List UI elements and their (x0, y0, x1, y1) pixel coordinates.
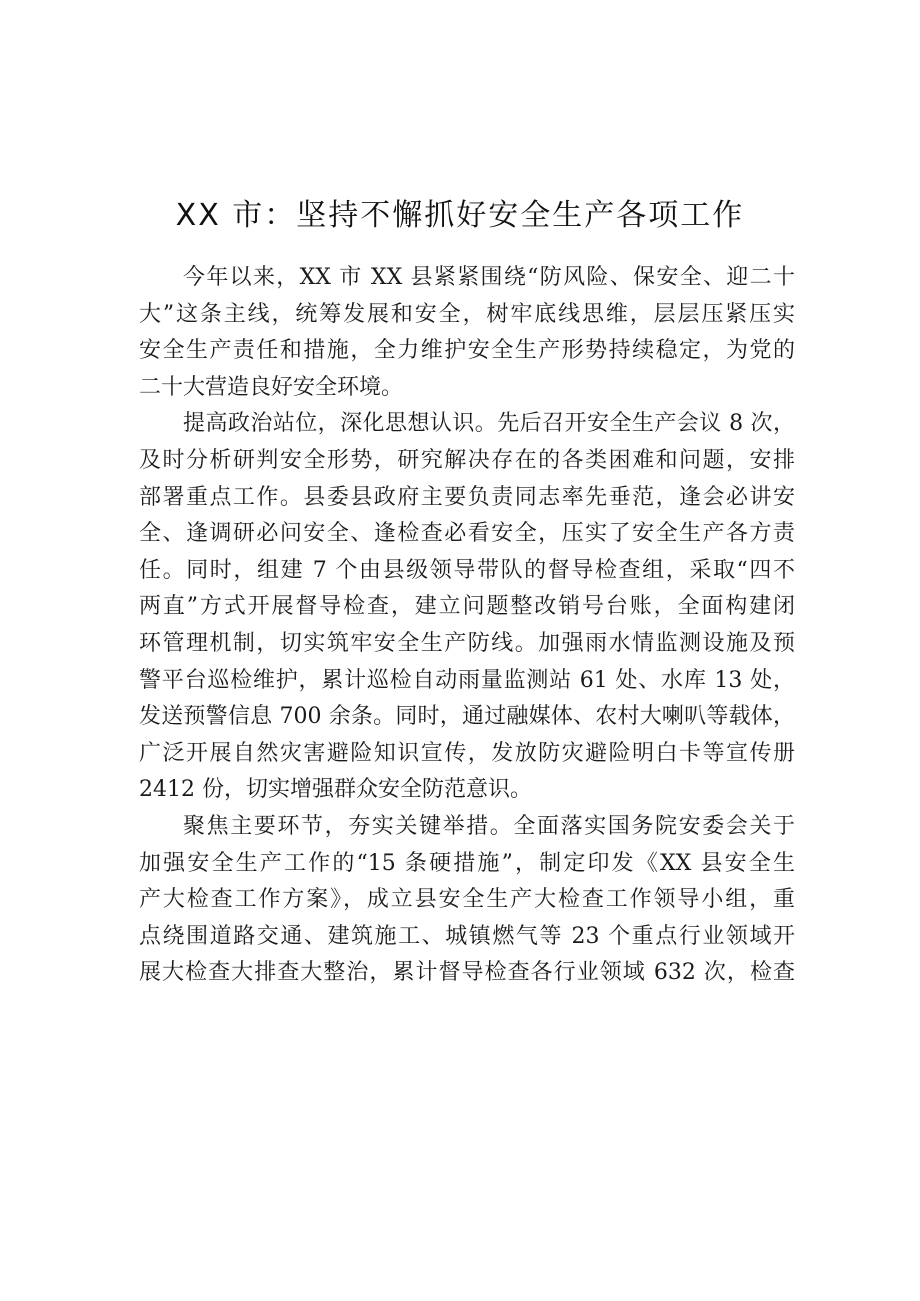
paragraph-2-line-1: 提高政治站位，深化思想认识。先后召开安全生产会议 8 次， (183, 411, 795, 437)
paragraph-2-line-3: 部署重点工作。县委县政府主要负责同志率先垂范，逢会必讲安 (139, 484, 795, 510)
paragraph-2-line-5: 任。同时，组建 7 个由县级领导带队的督导检查组，采取“四不 (139, 557, 795, 583)
paragraph-1-line-4: 二十大营造良好安全环境。 (139, 374, 404, 400)
paragraph-1-line-3: 安全生产责任和措施，全力维护安全生产形势持续稳定，为党的 (139, 338, 795, 364)
paragraph-2-line-10: 广泛开展自然灾害避险知识宣传，发放防灾避险明白卡等宣传册 (139, 740, 795, 766)
paragraph-3-line-2: 加强安全生产工作的“15 条硬措施”，制定印发《XX 县安全生 (139, 850, 795, 876)
paragraph-3-line-4: 点绕围道路交通、建筑施工、城镇燃气等 23 个重点行业领域开 (139, 923, 795, 949)
paragraph-1-line-1: 今年以来，XX 市 XX 县紧紧围绕“防风险、保安全、迎二十 (183, 265, 795, 290)
paragraph-2-line-6: 两直”方式开展督导检查，建立问题整改销号台账，全面构建闭 (139, 594, 795, 620)
paragraph-3-line-3: 产大检查工作方案》，成立县安全生产大检查工作领导小组，重 (139, 887, 795, 913)
paragraph-3-line-1: 聚焦主要环节，夯实关键举措。全面落实国务院安委会关于 (183, 813, 795, 839)
paragraph-2-line-2: 及时分析研判安全形势，研究解决存在的各类困难和问题，安排 (139, 447, 795, 473)
paragraph-2-line-4: 全、逢调研必问安全、逢检查必看安全，压实了安全生产各方责 (139, 521, 795, 547)
paragraph-2-line-8: 警平台巡检维护，累计巡检自动雨量监测站 61 处、水库 13 处， (139, 667, 795, 693)
paragraph-3-line-5: 展大检查大排查大整治，累计督导检查各行业领域 632 次，检查 (139, 960, 795, 986)
document-title: XX 市：坚持不懈抓好安全生产各项工作 (175, 198, 745, 233)
document-body (139, 260, 795, 992)
paragraph-2-line-9: 发送预警信息 700 余条。同时，通过融媒体、农村大喇叭等载体， (139, 704, 795, 730)
paragraph-1-line-2: 大”这条主线，统筹发展和安全，树牢底线思维，层层压紧压实 (139, 301, 795, 327)
paragraph-2-line-11: 2412 份，切实增强群众安全防范意识。 (139, 777, 532, 803)
paragraph-2-line-7: 环管理机制，切实筑牢安全生产防线。加强雨水情监测设施及预 (139, 630, 795, 656)
